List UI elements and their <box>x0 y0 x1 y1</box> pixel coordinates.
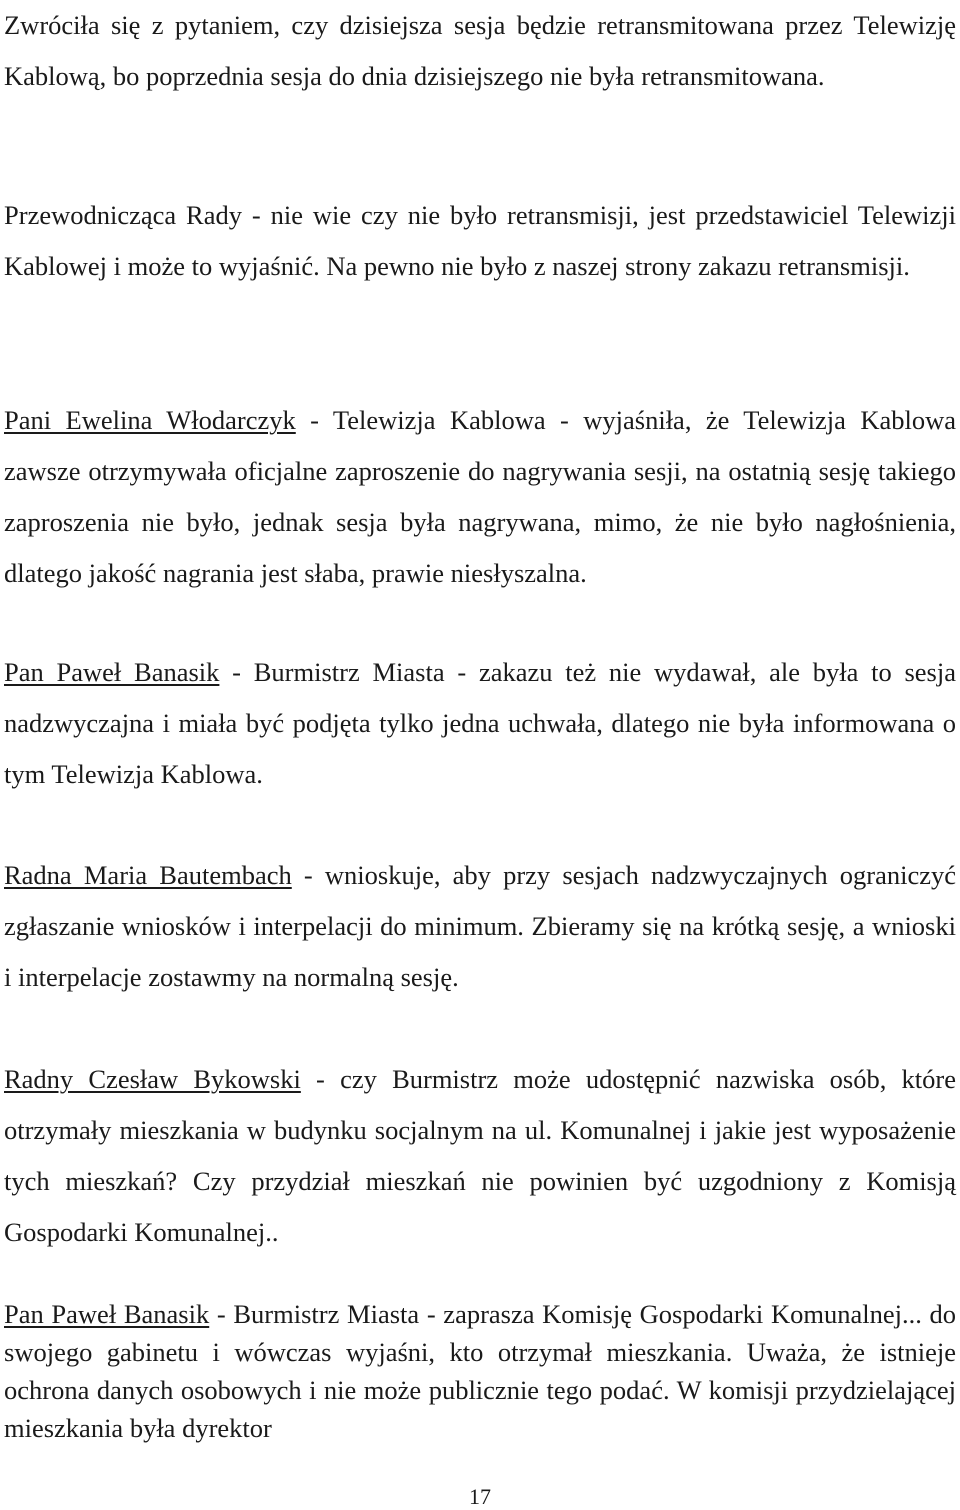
speaker-name: Pan Paweł Banasik <box>4 1299 210 1329</box>
paragraph-banasik-2 <box>4 1295 956 1447</box>
paragraph-text: Przewodnicząca Rady - nie wie czy nie było retransmisji, jest przedstawiciel Telewizji Kablowej i może to wyjaśnić. Na pewno nie było z naszej strony zakazu retransmisji. <box>4 200 956 281</box>
speaker-name: Pani Ewelina Włodarczyk <box>4 405 296 435</box>
paragraph-text: Zwróciła się z pytaniem, czy dzisiejsza sesja będzie retransmitowana przez Telewizję Kablową, bo poprzednia sesja do dnia dzisiejszego nie była retransmitowana. <box>4 10 956 91</box>
paragraph-text: - Burmistrz Miasta - zaprasza Komisję Gospodarki Komunalnej... do swojego gabinetu i wówczas wyjaśni, kto otrzymał mieszkania. Uważa, że istnieje ochrona danych osobowych i nie może publicznie tego podać. W komisji przydzielającej mieszkania była dyrektor <box>4 1299 956 1443</box>
paragraph-question-retransmission <box>4 0 956 102</box>
paragraph-wlodarczyk <box>4 395 956 599</box>
paragraph-banasik-1 <box>4 647 956 800</box>
paragraph-chairwoman-reply <box>4 190 956 292</box>
paragraph-bautembach <box>4 850 956 1003</box>
page-number: 17 <box>469 1484 491 1509</box>
speaker-name: Radna Maria Bautembach <box>4 860 292 890</box>
speaker-name: Radny Czesław Bykowski <box>4 1064 301 1094</box>
paragraph-text: - Telewizja Kablowa - wyjaśniła, że Telewizja Kablowa zawsze otrzymywała oficjalne zaproszenie do nagrywania sesji, na ostatnią sesję takiego zaproszenia nie było, jednak sesja była nagrywana, mimo, że nie było nagłośnienia, dlatego jakość nagrania jest słaba, prawie niesłyszalna. <box>4 405 956 588</box>
paragraph-bykowski <box>4 1054 956 1258</box>
paragraph-text: - czy Burmistrz może udostępnić nazwiska osób, które otrzymały mieszkania w budynku socjalnym na ul. Komunalnej i jakie jest wyposażenie tych mieszkań? Czy przydział mieszkań nie powinien być uzgodniony z Komisją Gospodarki Komunalnej.. <box>4 1064 956 1247</box>
paragraph-text: - wnioskuje, aby przy sesjach nadzwyczajnych ograniczyć zgłaszanie wniosków i interpelacji do minimum. Zbieramy się na krótką sesję, a wnioski i interpelacje zostawmy na normalną sesję. <box>4 860 956 992</box>
speaker-name: Pan Paweł Banasik <box>4 657 220 687</box>
paragraph-text: - Burmistrz Miasta - zakazu też nie wydawał, ale była to sesja nadzwyczajna i miała być podjęta tylko jedna uchwała, dlatego nie była informowana o tym Telewizja Kablowa. <box>4 657 956 789</box>
